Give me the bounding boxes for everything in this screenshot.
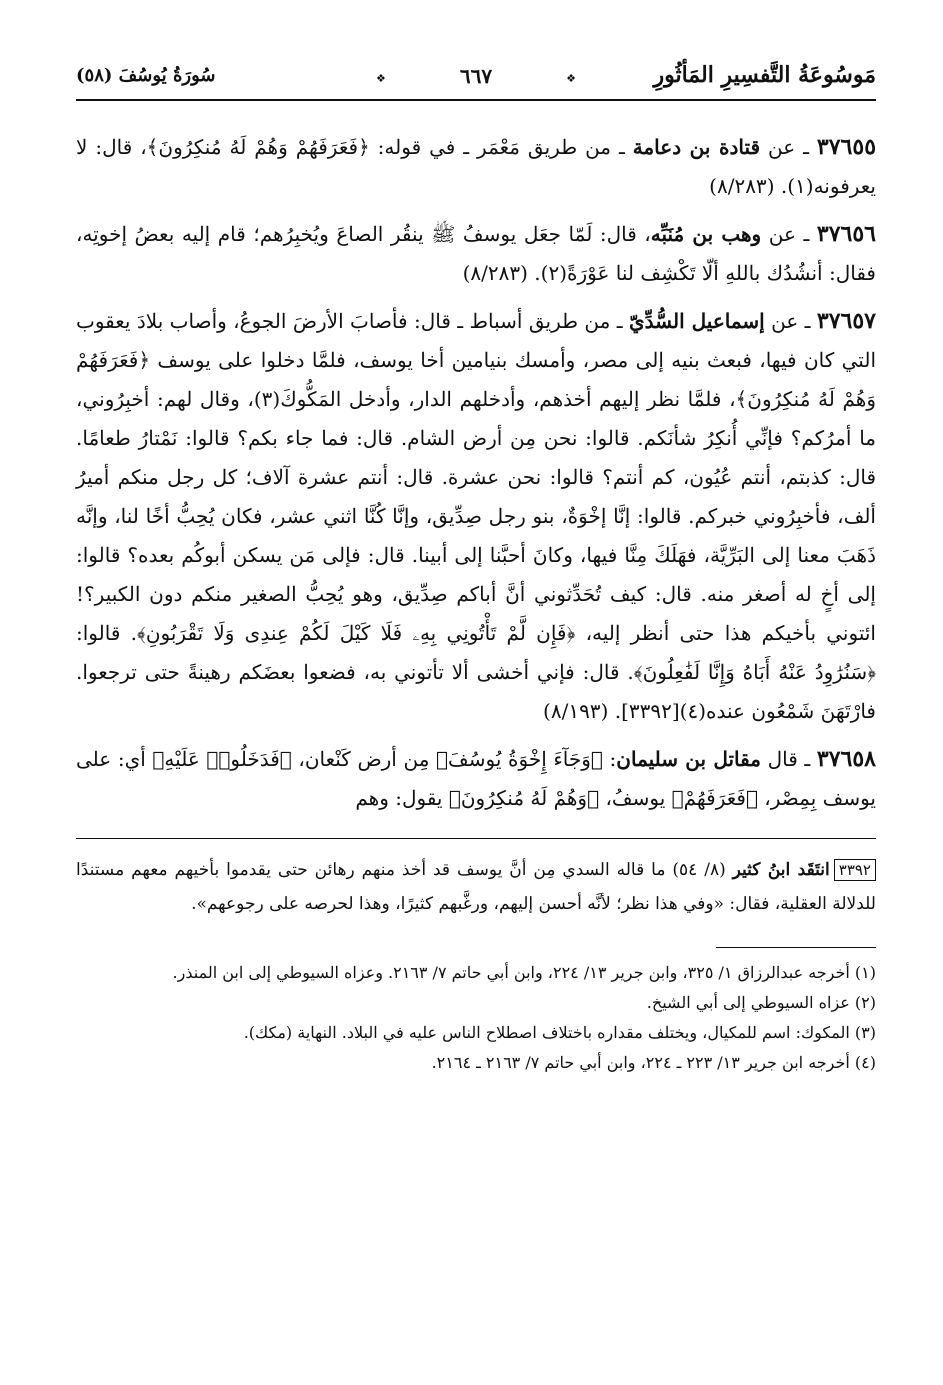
header-rule — [76, 99, 876, 101]
entry-number: ٣٧٦٥٨ — [816, 746, 876, 772]
entry-number: ٣٧٦٥٧ — [816, 308, 876, 334]
entry-text: ـ من طريق أسباط ـ قال: فأصابَ الأرضَ الجوعُ، وأصاب بلادَ يعقوب التي كان فيها، فبعث بنيه إلى مصر، وأمسك بنيامين أخا يوسف، فلمَّا دخلوا على يوسف ﴿فَعَرَفَهُمْ وَهُمْ لَهُ مُنكِرُونَ﴾، فلمَّا نظر إليهم أخذهم، وأدخلهم الدار، وأدخل المَكُّوكَ(٣)، وقال لهم: أخبِرُوني، ما أمرُكم؟ فإنِّي أُنكِرُ شأنَكم. قالوا: نحن مِن أرض الشام. قال: فما جاء بكم؟ قالوا: نَمْتارُ طعامًا. قال: كذبتم، أنتم عُيُون، كم أنتم؟ قالوا: نحن عشرة. قال: أنتم عشرة آلاف؛ كل رجل منكم أميرُ ألف، فأخبِرُوني خبركم. قالوا: إنَّا إخْوَةٌ، بنو رجل صِدِّيق، وإنَّا كُنَّا اثني عشر، فكان يُحِبُّ أخًا لنا، وإنَّه ذَهَبَ معنا إلى البَرِّيَّة، فهَلَكَ مِنَّا فيها، وكانَ أحبَّنا إلى أبينا. قال: فإلى مَن يسكن أبوكُم بعده؟ قالوا: إلى أخٍ له أصغر منه. قال: كيف تُحَدِّثوني أنَّ أباكم صِدِّيق، وهو يُحِبُّ الصغير منكم دون الكبير؟! ائتوني بأخيكم هذا حتى أنظر إليه، ﴿فَإِن لَّمْ تَأْتُونِي بِهِۦ فَلَا كَيْلَ لَكُمْ عِندِى وَلَا تَقْرَبُونِ﴾. قالوا: ﴿سَنُرَٰوِدُ عَنْهُ أَبَاهُ وَإِنَّا لَفَٰعِلُونَ﴾. قال: فإني أخشى ألا تأتوني به، فضعوا بعضَكم رهينةً حتى ترجعوا. فارْتَهَنَ شَمْعُون عنده(٤)[٣٣٩٢]. (٨/١٩٣) — [76, 309, 876, 723]
entry-number: ٣٧٦٥٥ — [816, 134, 877, 160]
page-body — [76, 128, 876, 1078]
footnote: (٣) المكوك: اسم للمكيال، ويختلف مقداره باختلاف اصطلاح الناس عليه في البلاد. النهاية (مكك). — [243, 1023, 876, 1042]
page-number: ٦٦٧ — [459, 64, 493, 88]
ornament-icon: ❖ — [376, 72, 386, 85]
commentary-note — [76, 853, 876, 921]
narrator-name: وهب بن مُنَبِّه — [650, 222, 762, 246]
commentary-text: (٨/ ٥٤) ما قاله السدي مِن أنَّ يوسف قد أخذ منهم رهائن حتى يقدموا بأخيهم معهم مستندًا للدلالة العقلية، فقال: «وفي هذا نظر؛ لأنَّه أحسن إليهم، ورغَّبهم كثيرًا، وهذا لحرصه على رجوعهم». — [76, 860, 876, 914]
commentary-divider — [76, 838, 876, 839]
narration-entry — [76, 128, 876, 206]
narration-entry — [76, 740, 876, 818]
commentary-tag: ٣٣٩٢ — [834, 859, 876, 881]
entry-text: ـ من طريق مَعْمَر ـ في قوله: ﴿فَعَرَفَهُمْ وَهُمْ لَهُ مُنكِرُونَ﴾، قال: لا يعرفونه(١). (٨/٢٨٣) — [76, 135, 876, 198]
entry-number: ٣٧٦٥٦ — [816, 221, 876, 247]
footnote: (٤) أخرجه ابن جرير ١٣/ ٢٢٣ ـ ٢٢٤، وابن أبي حاتم ٧/ ٢١٦٣ ـ ٢١٦٤. — [431, 1053, 876, 1072]
narrator-name: إسماعيل السُّدِّيّ — [629, 309, 765, 333]
footnote: (٢) عزاه السيوطي إلى أبي الشيخ. — [646, 993, 876, 1012]
entry-lead: ـ عن — [760, 135, 817, 159]
narrator-name: قتادة بن دعامة — [632, 135, 761, 159]
entry-lead: ـ عن — [764, 309, 817, 333]
running-title: مَوسُوعَةُ التَّفسِيرِ المَأثُورِ — [653, 62, 876, 88]
page-header — [76, 52, 876, 98]
footnote: (١) أخرجه عبدالرزاق ١/ ٣٢٥، وابن جرير ١٣/ ٢٢٤، وابن أبي حاتم ٧/ ٢١٦٣. وعزاه السيوطي إلى ابن المنذر. — [172, 963, 876, 982]
ornament-icon: ❖ — [566, 72, 576, 85]
entry-lead: ـ قال — [760, 747, 817, 771]
narrator-name: مقاتل بن سليمان — [616, 747, 761, 771]
footnote-rule — [716, 947, 876, 948]
commentary-author: انتَقَد ابنُ كثير — [732, 860, 830, 880]
entry-text: ، قال: لَمّا جعَل يوسفُ ﷺ ينقُر الصاعَ ويُخبِرُهم؛ قام إليه بعضُ إخوتِه، فقال: أنشُدُك باللهِ ألّا تَكْشِف لنا عَوْرَةً(٢). (٨/٢٨٣) — [76, 222, 876, 285]
narration-entry — [76, 302, 876, 731]
narration-entry — [76, 215, 876, 293]
entry-lead: ـ عن — [761, 222, 817, 246]
entry-text: : ﴿وَجَآءَ إِخْوَةُ يُوسُفَ﴾ مِن أرض كَنْعان، ﴿فَدَخَلُوا۟ عَلَيْهِ﴾ أي: على يوسف بِمِصْر، ﴿فَعَرَفَهُمْ﴾ يوسفُ، ﴿وَهُمْ لَهُ مُنكِرُونَ﴾ يقول: وهم — [76, 747, 876, 810]
surah-label: سُورَةُ يُوسُفَ (٥٨) — [76, 64, 216, 86]
